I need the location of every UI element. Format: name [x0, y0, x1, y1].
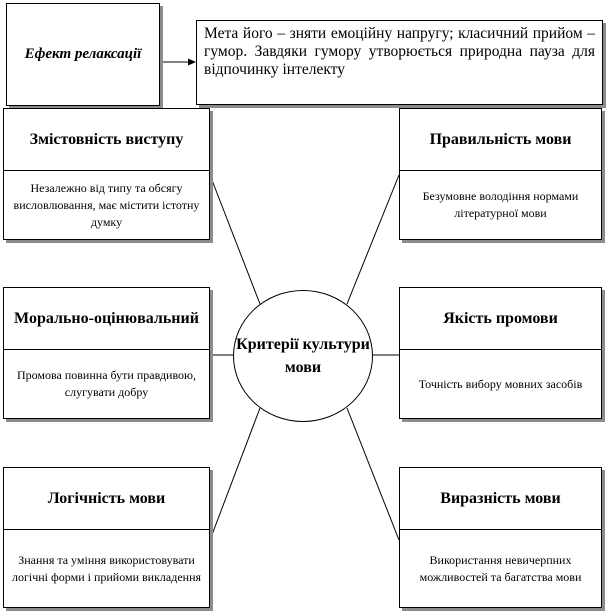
arrowhead-icon [188, 59, 196, 66]
criterion-title: Логічність мови [4, 468, 209, 530]
connector-right-top [347, 175, 399, 304]
connector-left-bottom [210, 408, 260, 540]
criterion-description: Промова повинна бути правдивою, слугувати добру [16, 368, 197, 399]
effect-description: Мета його – зняти емоційну напругу; класичний прийом – гумор. Завдяки гумору утворюється природна пауза для відпочинку інтелекту [204, 25, 595, 78]
criterion-description: Незалежно від типу та обсягу висловлювання, має містити істотну думку [13, 180, 200, 229]
effect-title-box [6, 3, 160, 106]
connector-left-top [210, 175, 260, 304]
effect-description-box [196, 20, 603, 105]
effect-title: Ефект релаксації [24, 46, 142, 62]
criterion-title: Змістовність виступу [4, 109, 209, 171]
center-circle [233, 290, 373, 422]
criterion-description: Точність вибору мовних засобів [418, 376, 583, 391]
criterion-description: Знання та уміння використовувати логічні форми і прийоми викладення [11, 552, 202, 584]
criterion-title: Виразність мови [400, 468, 601, 530]
connector-right-bottom [347, 408, 399, 540]
criterion-content [3, 108, 210, 240]
criterion-description: Використання невичерпних можливостей та багатства мови [419, 552, 582, 584]
criterion-quality [399, 287, 602, 419]
criterion-moral [3, 287, 210, 419]
criterion-expressiveness [399, 467, 602, 608]
criterion-title: Морально-оцінювальний [4, 288, 209, 350]
criterion-title: Якість промови [400, 288, 601, 350]
criterion-title: Правильність мови [400, 109, 601, 171]
criterion-logic [3, 467, 210, 608]
criterion-correctness [399, 108, 602, 240]
criterion-description: Безумовне володіння нормами літературної мови [422, 189, 579, 220]
center-label: Критерії культури мови [236, 336, 370, 376]
